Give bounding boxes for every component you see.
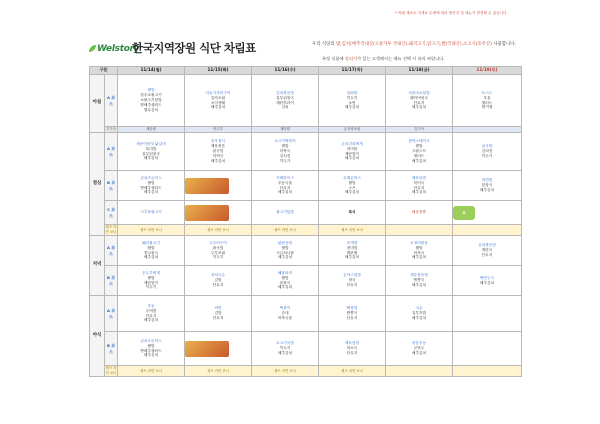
menu-item: 유부된장국 <box>142 151 160 156</box>
menu-item: 열무김치 <box>143 107 159 112</box>
corner-cell <box>386 225 453 236</box>
menu-cell <box>386 75 453 127</box>
dinner-a-row <box>90 236 522 266</box>
food-photo <box>185 341 229 357</box>
menu-cell <box>453 133 522 171</box>
breakfast-row <box>90 75 522 127</box>
menu-item: 쌀밥 <box>415 245 423 250</box>
menu-item: 배추김치 <box>411 158 427 163</box>
menu-item: 두부조림 <box>210 250 226 255</box>
menu-cell <box>386 296 453 332</box>
menu-item: 시금치나물 <box>276 250 294 255</box>
menu-cell: 고추장불고기 <box>118 201 185 225</box>
menu-item: 김밥 <box>214 278 222 283</box>
menu-item: 단무지 <box>212 282 224 287</box>
menu-item: 계란국 <box>481 248 493 253</box>
course-label: A 코 스 <box>105 296 118 332</box>
menu-item: 짬뽕국 <box>413 278 425 283</box>
menu-cell: 불고기덮밥 <box>252 201 319 225</box>
menu-item: 배추김치 <box>277 350 293 355</box>
course-label: A 코 스 <box>105 133 118 171</box>
menu-table <box>89 66 522 377</box>
header-cell: 11/17(목) <box>319 67 386 75</box>
header-cell: 11/15(화) <box>185 67 252 75</box>
meal-label: 야식 <box>90 296 105 377</box>
menu-main-dish: 떡만두국 <box>479 275 495 280</box>
menu-main-dish: 김치볶음밥 <box>276 90 294 95</box>
menu-cell <box>386 266 453 296</box>
menu-cell <box>252 236 319 266</box>
menu-item: 깍두기 <box>279 158 291 163</box>
menu-main-dish: 콘치즈돈까스 <box>140 175 162 180</box>
menu-item: 단무지 <box>212 315 224 320</box>
corner-cell <box>453 366 522 377</box>
menu-item: 감자조림 <box>210 95 226 100</box>
menu-item: 배추김치 <box>143 318 159 323</box>
menu-cell <box>252 133 319 171</box>
menu-item: 배추김치 <box>411 282 427 287</box>
menu-item: 단무지 <box>413 185 425 190</box>
menu-item: 어묵국물 <box>277 315 293 320</box>
menu-item: 단무지 <box>481 252 493 257</box>
menu-main-dish: 우동 <box>147 303 155 308</box>
allergy-highlight: 알러지 <box>344 56 358 61</box>
menu-main-dish: 국수 <box>415 306 423 311</box>
menu-item: 된장국 <box>279 280 291 285</box>
menu-item: 우유 <box>483 95 491 100</box>
menu-item: 현미밥 <box>346 245 358 250</box>
menu-cell <box>185 171 252 201</box>
menu-item: 계란후라이 <box>276 100 294 105</box>
menu-item: 배추김치 <box>411 190 427 195</box>
menu-main-dish: 제육덮밥 <box>411 175 427 180</box>
menu-cell <box>118 133 185 171</box>
menu-main-dish: 돈육김치찌개 <box>341 141 363 146</box>
menu-main-dish: 제육덮밥 <box>344 341 360 346</box>
menu-item: 배추김치 <box>344 156 360 161</box>
menu-main-dish: 토스트 <box>481 90 493 95</box>
menu-item: 계란찜 <box>346 250 358 255</box>
menu-cell <box>386 171 453 201</box>
menu-item: 배추김치 <box>344 190 360 195</box>
corner-cell: 셀프 라면 코너 <box>105 366 117 375</box>
menu-main-dish: 굴국밥 <box>481 144 493 149</box>
menu-item: 김치전 <box>481 149 493 154</box>
menu-item: 현미밥 <box>346 146 358 151</box>
menu-main-dish: 카레라이스 <box>276 175 294 180</box>
welstory-badge-icon: ✿ <box>453 206 475 220</box>
menu-main-dish: 해물파전 <box>277 270 293 275</box>
lunch-c-row <box>90 201 522 225</box>
menu-main-dish: 순두부찌개 <box>142 270 160 275</box>
menu-item: 어묵국 <box>413 250 425 255</box>
menu-main-dish: 소고기떡볶이 <box>274 139 296 144</box>
corner-cell <box>453 225 522 236</box>
menu-item: 배추김치 <box>411 315 427 320</box>
corner-cell: 셀프 라면 코너 <box>319 366 386 377</box>
logo-text: Welstory <box>97 44 140 54</box>
menu-item: 김치 <box>281 105 289 110</box>
menu-item: 배추김치 <box>143 156 159 161</box>
menu-cell <box>118 75 185 127</box>
menu-item: 잡곡밥 <box>212 245 224 250</box>
menu-item: 단무지 <box>145 313 157 318</box>
menu-item: 배추김치 <box>210 105 226 110</box>
menu-item: 깍두기 <box>212 255 224 260</box>
corner-cell: 셀프 라면 코너 <box>185 366 252 377</box>
menu-item: 장국 <box>348 278 356 283</box>
menu-cell <box>453 266 522 296</box>
menu-item: 배추김치 <box>277 190 293 195</box>
menu-item: 배추김치 <box>344 255 360 260</box>
menu-cell <box>185 75 252 127</box>
menu-cell <box>319 171 386 201</box>
menu-main-dish: 볶음우동 <box>411 341 427 346</box>
menu-item: 샐러드 <box>481 100 493 105</box>
menu-item: 팽이버섯국 <box>410 95 428 100</box>
course-label: A 코 스 <box>105 236 118 266</box>
menu-item: 배추김치 <box>210 158 226 163</box>
menu-item: 배추김치 <box>277 285 293 290</box>
menu-item: 김치전 <box>279 153 291 158</box>
notice-text: * 미래 재료로 식재료 수량에 따라 원산지 및 메뉴가 변경될 수 있습니다. <box>395 11 508 15</box>
menu-cell <box>185 201 252 225</box>
menu-cell <box>453 332 522 366</box>
menu-main-dish: 마늘가자미구이 <box>205 90 231 95</box>
corner-row <box>90 366 522 377</box>
menu-item: 유부된장국 <box>276 95 294 100</box>
menu-main-dish: 라면 <box>214 306 222 311</box>
menu-cell <box>453 201 522 225</box>
menu-cell <box>386 332 453 366</box>
menu-main-dish: 잔치국수 <box>210 273 226 278</box>
course-label: A 코 스 <box>105 75 118 127</box>
menu-cell <box>319 296 386 332</box>
menu-cell <box>118 332 185 366</box>
menu-main-dish: 새우볶음밥 <box>410 273 428 278</box>
menu-item: 유부초밥 <box>411 311 427 316</box>
origin-highlight: 밥,김치(배추국내산/고춧가루 국내산),돼지고기,닭고기,쌀(국내산),소고기(호주산) <box>336 42 492 47</box>
menu-main-dish: 비빔밥 <box>481 178 493 183</box>
menu-cell <box>185 266 252 296</box>
menu-item: 우동국물 <box>277 180 293 185</box>
menu-cell <box>185 133 252 171</box>
late-a-row <box>90 296 522 332</box>
corner-cell: 셀프 라면 코너 <box>105 225 117 234</box>
corner-cell: 셀프 라면 코너 <box>252 225 319 236</box>
header-cell: 11/19(토) <box>453 67 522 75</box>
origin-notice <box>312 42 522 48</box>
band-label: 추가찬 <box>106 127 116 131</box>
menu-cell <box>453 75 522 127</box>
menu-item: 단무지 <box>346 350 358 355</box>
corner-cell <box>386 366 453 377</box>
menu-item: 소불고기덮밥 <box>140 98 162 103</box>
corner-cell: 셀프 라면 코너 <box>319 225 386 236</box>
menu-item: 쌀밥 <box>147 180 155 185</box>
menu-item: 스프 <box>348 185 356 190</box>
menu-cell <box>185 332 252 366</box>
menu-item: 어묵국 <box>279 149 291 154</box>
menu-cell <box>252 75 319 127</box>
menu-main-dish: 닭볶음탕 <box>277 240 293 245</box>
menu-item: 쌀밥 <box>281 144 289 149</box>
menu-item: 북어국 <box>413 180 425 185</box>
menu-item: 흑미밥 <box>145 146 157 151</box>
leaf-icon <box>89 45 96 52</box>
course-label: B 코 스 <box>105 332 118 366</box>
menu-item: 배추김치 <box>143 190 159 195</box>
menu-item: 배추김치 <box>411 350 427 355</box>
menu-main-dish: 돼지불고기 <box>142 240 160 245</box>
menu-main-dish: 고등어구이 <box>209 240 227 245</box>
menu-item: 쌀밥 <box>147 245 155 250</box>
food-photo <box>185 205 229 221</box>
header-cell: 구분 <box>90 67 118 75</box>
header-cell: 11/16(수) <box>252 67 319 75</box>
lunch-b-row <box>90 171 522 201</box>
menu-cell <box>319 75 386 127</box>
menu-main-dish: 쌀밥 <box>147 88 155 93</box>
menu-main-dish: 함박스테이크 <box>408 139 430 144</box>
menu-cell <box>319 332 386 366</box>
menu-item: 단무지 <box>346 315 358 320</box>
menu-main-dish: 돈까스덮밥 <box>343 273 361 278</box>
menu-main-dish: 떡볶이 <box>279 306 291 311</box>
menu-item: 순대 <box>281 311 289 316</box>
menu-item: 배추김치 <box>479 187 495 192</box>
menu-main-dish: 짜장밥 <box>346 306 358 311</box>
menu-cell <box>252 171 319 201</box>
menu-item: 양배추샐러드 <box>140 348 162 353</box>
menu-item: 오이생채 <box>210 100 226 105</box>
menu-item: 된장국 <box>481 183 493 188</box>
menu-item: 한우소불고기 <box>140 93 162 98</box>
menu-cell <box>319 236 386 266</box>
menu-item: 주먹밥 <box>145 308 157 313</box>
menu-cell <box>118 296 185 332</box>
menu-main-dish: 김치볶음밥 <box>478 243 496 248</box>
header-cell: 11/18(금) <box>386 67 453 75</box>
special-text: 특식 <box>348 210 356 215</box>
course-label: B 코 스 <box>105 171 118 201</box>
band-cell: 돈육장조림 <box>319 127 386 133</box>
menu-item: 양배추샐러드 <box>140 102 162 107</box>
menu-item: 잡곡밥 <box>212 149 224 154</box>
menu-cell <box>185 236 252 266</box>
menu-cell <box>118 236 185 266</box>
dinner-b-row <box>90 266 522 296</box>
menu-item: 샐러드 <box>413 153 425 158</box>
menu-item: 크림스프 <box>411 149 427 154</box>
menu-item: 계란말이 <box>143 280 159 285</box>
menu-item: 미역국 <box>212 153 224 158</box>
menu-cell <box>453 236 522 266</box>
menu-item: 배추김치 <box>411 105 427 110</box>
menu-item: 단무지 <box>413 100 425 105</box>
menu-item: 깍두기 <box>145 285 157 290</box>
menu-item: 쌀밥 <box>281 245 289 250</box>
menu-item: 단무지 <box>346 282 358 287</box>
menu-item: 쌀밥 <box>348 180 356 185</box>
corner-cell: 셀프 라면 코너 <box>118 225 185 236</box>
header-row <box>90 67 522 75</box>
allergy-prefix: 특정 식품에 <box>322 56 344 61</box>
menu-item: 군만두 <box>413 346 425 351</box>
menu-cell <box>185 296 252 332</box>
menu-item: 쌀밥 <box>147 343 155 348</box>
menu-main-dish: 육개장 <box>346 240 358 245</box>
menu-main-dish: 새송이버섯 닭갈비 <box>136 141 166 146</box>
menu-cell <box>319 133 386 171</box>
menu-main-dish: 소고기국밥 <box>276 341 294 346</box>
menu-cell <box>118 171 185 201</box>
menu-item: 배추김치 <box>143 353 159 358</box>
course-label: B 코 스 <box>105 266 118 296</box>
meal-label: 아침 <box>90 75 105 133</box>
allergy-suffix: 가 있는 고객께서는 메뉴 선택 시 유의 바랍니다. <box>357 56 445 61</box>
menu-cell: 해물짬뽕 <box>386 201 453 225</box>
menu-cell <box>319 266 386 296</box>
menu-cell <box>252 296 319 332</box>
menu-cell <box>386 236 453 266</box>
band-cell: 김구이 <box>386 127 453 133</box>
menu-item: 깍두기 <box>346 95 358 100</box>
menu-cell <box>252 332 319 366</box>
menu-item: 깍두기 <box>279 346 291 351</box>
menu-cell <box>453 296 522 332</box>
late-b-row <box>90 332 522 366</box>
menu-item: 김밥 <box>214 311 222 316</box>
corner-row <box>90 225 522 236</box>
menu-item: 단무지 <box>279 185 291 190</box>
menu-item: 배추김치 <box>479 280 495 285</box>
menu-item: 배추김치 <box>344 105 360 110</box>
menu-item: 양배추샐러드 <box>140 185 162 190</box>
menu-cell <box>386 133 453 171</box>
page-title: 한국지역장원 식단 차림표 <box>132 41 256 55</box>
origin-suffix: 사용합니다. <box>493 42 516 47</box>
lunch-a-row <box>90 133 522 171</box>
origin-prefix: 우리 식당의 <box>312 42 335 47</box>
menu-main-dish: 한우정식 <box>210 139 226 144</box>
menu-item: 콩나물국 <box>143 250 159 255</box>
menu-item: 쌀밥 <box>147 275 155 280</box>
food-photo <box>185 178 229 194</box>
menu-item: 배추김치 <box>143 255 159 260</box>
allergy-notice <box>322 56 522 62</box>
menu-item: 깍두기 <box>481 153 493 158</box>
course-label: C 코 스 <box>105 201 118 225</box>
menu-cell <box>252 266 319 296</box>
menu-main-dish: 콘치즈돈까스 <box>140 338 162 343</box>
menu-item: 짬뽕국 <box>346 311 358 316</box>
menu-main-dish: 오징어볶음 <box>410 240 428 245</box>
menu-main-dish: 치킨마요덮밥 <box>408 90 430 95</box>
menu-cell <box>319 201 386 225</box>
corner-cell: 셀프 라면 코너 <box>185 225 252 236</box>
band-cell: 계란찜 <box>252 127 319 133</box>
menu-item: 제육볶음 <box>210 144 226 149</box>
menu-item: 배추김치 <box>277 255 293 260</box>
menu-main-dish: 설렁탕 <box>346 90 358 95</box>
corner-cell: 셀프 라면 코너 <box>252 366 319 377</box>
menu-cell <box>118 266 185 296</box>
menu-item: 딸기잼 <box>481 105 493 110</box>
menu-item: 계란말이 <box>344 151 360 156</box>
menu-item: 배추김치 <box>411 255 427 260</box>
menu-item: 미소국 <box>346 346 358 351</box>
menu-item: 소면 <box>348 100 356 105</box>
menu-main-dish: 수제돈까스 <box>343 175 361 180</box>
menu-item: 쌀밥 <box>415 144 423 149</box>
corner-cell: 셀프 라면 코너 <box>118 366 185 377</box>
menu-cell <box>453 171 522 201</box>
band-cell: 계란찜 <box>118 127 185 133</box>
band-cell: 연두부 <box>185 127 252 133</box>
meal-label: 저녁 <box>90 236 105 296</box>
menu-item: 쌀밥 <box>281 275 289 280</box>
header-cell: 11/14(월) <box>118 67 185 75</box>
meal-label: 점심 <box>90 133 105 236</box>
